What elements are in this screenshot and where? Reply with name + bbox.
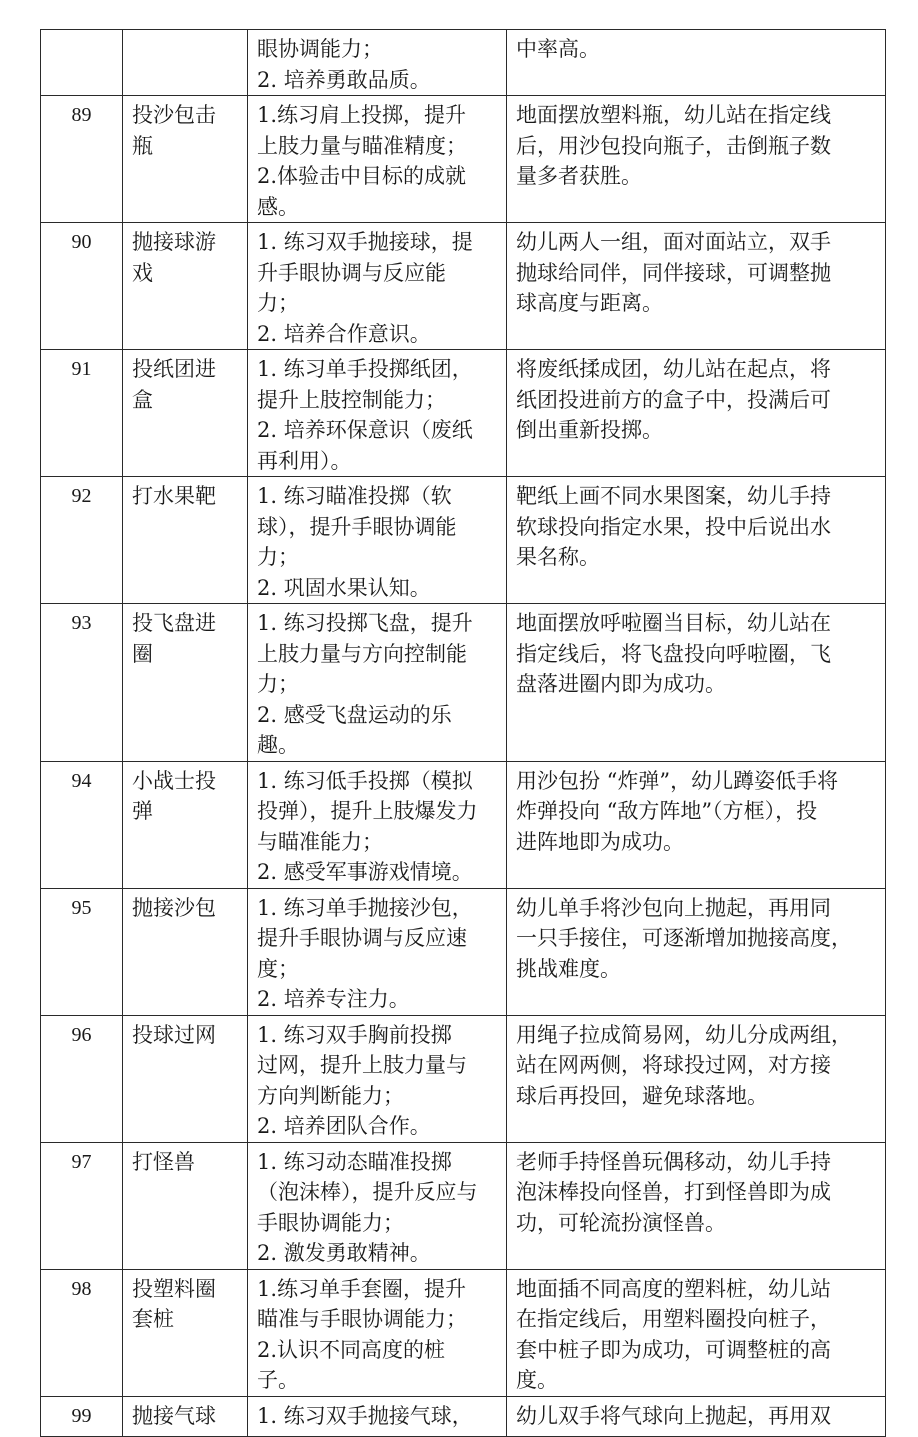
activity-name-cell xyxy=(123,477,248,604)
activity-name-cell xyxy=(123,1396,248,1436)
row-number: 95 xyxy=(41,888,123,1015)
table-row xyxy=(41,1269,886,1396)
activity-goals-cell xyxy=(248,888,507,1015)
text-line: 上肢力量与瞄准精度； xyxy=(257,133,467,158)
text-line: 指定线后，将飞盘投向呼啦圈，飞 xyxy=(516,641,831,666)
text-line: 2. 培养团队合作。 xyxy=(257,1114,431,1138)
text-line: 过网，提升上肢力量与 xyxy=(257,1053,467,1077)
text-line: 2.认识不同高度的桩 xyxy=(257,1337,446,1362)
activity-method-cell xyxy=(507,1142,886,1269)
text-line: 与瞄准能力； xyxy=(257,829,383,854)
activity-method-cell xyxy=(507,1015,886,1142)
text-line: 投沙包击 xyxy=(132,103,216,127)
activity-goals-cell xyxy=(248,223,507,350)
activity-goals-cell xyxy=(248,1269,507,1396)
row-number: 92 xyxy=(41,477,123,604)
text-line: 用沙包扮 “炸弹”，幼儿蹲姿低手将 xyxy=(516,768,839,793)
text-line: 幼儿双手将气球向上抛起，再用双 xyxy=(516,1403,831,1428)
text-line: 度； xyxy=(257,956,299,981)
activity-goals-cell xyxy=(248,604,507,762)
text-line: 投球过网 xyxy=(132,1022,216,1047)
text-line: 1. 练习投掷飞盘，提升 xyxy=(257,611,473,635)
text-line: 1. 练习双手抛接球，提 xyxy=(257,230,473,254)
table-row xyxy=(41,223,886,350)
table-row xyxy=(41,1142,886,1269)
activity-goals-cell xyxy=(248,96,507,223)
text-line: 投塑料圈 xyxy=(132,1276,216,1301)
activity-goals-cell xyxy=(248,1396,507,1436)
row-number: 97 xyxy=(41,1142,123,1269)
activity-goals-cell xyxy=(248,30,507,96)
table-row xyxy=(41,30,886,96)
text-line: 投纸团进 xyxy=(132,357,216,381)
activity-goals-cell xyxy=(248,1142,507,1269)
activity-name-cell xyxy=(123,888,248,1015)
text-line: 站在网两侧，将球投过网，对方接 xyxy=(516,1053,831,1077)
text-line: 果名称。 xyxy=(516,545,600,569)
text-line: 套中桩子即为成功，可调整桩的高 xyxy=(516,1337,831,1362)
row-number: 93 xyxy=(41,604,123,762)
text-line: 2. 培养环保意识（废纸 xyxy=(257,418,473,442)
text-line: 趣。 xyxy=(257,733,299,757)
activity-name-cell xyxy=(123,1015,248,1142)
text-line: 挑战难度。 xyxy=(516,956,621,981)
text-line: 抛接气球 xyxy=(132,1403,216,1428)
text-line: 瓶 xyxy=(132,133,153,158)
text-line: 手眼协调能力； xyxy=(257,1210,404,1235)
text-line: 1.练习单手套圈，提升 xyxy=(257,1276,467,1301)
text-line: 力； xyxy=(257,545,299,569)
text-line: （泡沫棒），提升反应与 xyxy=(257,1180,478,1204)
text-line: 地面摆放呼啦圈当目标，幼儿站在 xyxy=(516,611,831,635)
table-row xyxy=(41,350,886,477)
text-line: 子。 xyxy=(257,1368,299,1392)
text-line: 1.练习肩上投掷，提升 xyxy=(257,103,467,127)
text-line: 2. 培养专注力。 xyxy=(257,987,410,1011)
text-line: 老师手持怪兽玩偶移动，幼儿手持 xyxy=(516,1149,831,1174)
text-line: 度。 xyxy=(516,1368,558,1392)
activity-method-cell xyxy=(507,477,886,604)
text-line: 球高度与距离。 xyxy=(516,291,663,315)
text-line: 地面摆放塑料瓶，幼儿站在指定线 xyxy=(516,103,831,127)
text-line: 打水果靶 xyxy=(132,484,216,508)
text-line: 1. 练习双手抛接气球， xyxy=(257,1403,473,1428)
text-line: 地面插不同高度的塑料桩，幼儿站 xyxy=(516,1276,831,1301)
text-line: 一只手接住，可逐渐增加抛接高度， xyxy=(516,926,852,950)
row-number: 98 xyxy=(41,1269,123,1396)
text-line: 进阵地即为成功。 xyxy=(516,829,684,854)
table-row xyxy=(41,604,886,762)
text-line: 纸团投进前方的盒子中，投满后可 xyxy=(516,387,831,412)
text-line: 圈 xyxy=(132,641,153,666)
text-line: 1. 练习双手胸前投掷 xyxy=(257,1022,452,1047)
text-line: 升手眼协调与反应能 xyxy=(257,260,446,285)
table-body xyxy=(41,30,886,1437)
table-row xyxy=(41,761,886,888)
text-line: 靶纸上画不同水果图案，幼儿手持 xyxy=(516,484,831,508)
text-line: 2. 培养合作意识。 xyxy=(257,321,431,346)
text-line: 眼协调能力； xyxy=(257,37,383,61)
activity-method-cell xyxy=(507,1269,886,1396)
row-number: 89 xyxy=(41,96,123,223)
text-line: 投弹），提升上肢爆发力 xyxy=(257,799,478,823)
text-line: 投飞盘进 xyxy=(132,611,216,635)
activity-method-cell xyxy=(507,223,886,350)
activity-name-cell xyxy=(123,96,248,223)
text-line: 后，用沙包投向瓶子，击倒瓶子数 xyxy=(516,133,831,158)
text-line: 幼儿单手将沙包向上抛起，再用同 xyxy=(516,895,831,920)
text-line: 戏 xyxy=(132,260,153,285)
text-line: 打怪兽 xyxy=(132,1149,195,1174)
text-line: 1. 练习单手抛接沙包， xyxy=(257,895,473,920)
text-line: 球后再投回，避免球落地。 xyxy=(516,1083,768,1108)
text-line: 套桩 xyxy=(132,1307,174,1331)
activity-goals-cell xyxy=(248,1015,507,1142)
text-line: 上肢力量与方向控制能 xyxy=(257,641,467,666)
text-line: 2. 巩固水果认知。 xyxy=(257,575,431,600)
text-line: 抛接沙包 xyxy=(132,895,216,920)
text-line: 2.体验击中目标的成就 xyxy=(257,164,467,188)
activity-method-cell xyxy=(507,30,886,96)
text-line: 瞄准与手眼协调能力； xyxy=(257,1307,467,1331)
activity-name-cell xyxy=(123,223,248,350)
text-line: 感。 xyxy=(257,194,299,219)
table-row xyxy=(41,1396,886,1436)
text-line: 用绳子拉成简易网，幼儿分成两组， xyxy=(516,1022,852,1047)
text-line: 弹 xyxy=(132,799,153,823)
text-line: 量多者获胜。 xyxy=(516,164,642,188)
text-line: 提升手眼协调与反应速 xyxy=(257,926,467,950)
text-line: 泡沫棒投向怪兽，打到怪兽即为成 xyxy=(516,1180,831,1204)
text-line: 炸弹投向 “敌方阵地”（方框），投 xyxy=(516,799,818,823)
activity-name-cell xyxy=(123,350,248,477)
text-line: 再利用）。 xyxy=(257,448,352,473)
text-line: 1. 练习瞄准投掷（软 xyxy=(257,484,452,508)
activity-method-cell xyxy=(507,96,886,223)
text-line: 软球投向指定水果，投中后说出水 xyxy=(516,514,831,539)
text-line: 力； xyxy=(257,672,299,696)
text-line: 盘落进圈内即为成功。 xyxy=(516,672,726,696)
text-line: 将废纸揉成团，幼儿站在起点，将 xyxy=(516,357,831,381)
activity-method-cell xyxy=(507,761,886,888)
row-number: 99 xyxy=(41,1396,123,1436)
activity-goals-cell xyxy=(248,477,507,604)
table-row xyxy=(41,96,886,223)
text-line: 小战士投 xyxy=(132,768,216,793)
table-row xyxy=(41,888,886,1015)
text-line: 力； xyxy=(257,291,299,315)
activity-goals-cell xyxy=(248,761,507,888)
activity-name-cell xyxy=(123,761,248,888)
activity-method-cell xyxy=(507,604,886,762)
activity-method-cell xyxy=(507,888,886,1015)
row-number: 96 xyxy=(41,1015,123,1142)
activity-name-cell xyxy=(123,30,248,96)
text-line: 盒 xyxy=(132,387,153,412)
text-line: 在指定线后，用塑料圈投向桩子， xyxy=(516,1307,831,1331)
activity-goals-cell xyxy=(248,350,507,477)
text-line: 倒出重新投掷。 xyxy=(516,418,663,442)
text-line: 1. 练习低手投掷（模拟 xyxy=(257,768,473,793)
text-line: 抛球给同伴，同伴接球，可调整抛 xyxy=(516,260,831,285)
text-line: 幼儿两人一组，面对面站立，双手 xyxy=(516,230,831,254)
text-line: 2. 培养勇敢品质。 xyxy=(257,67,431,92)
text-line: 1. 练习动态瞄准投掷 xyxy=(257,1149,452,1174)
text-line: 1. 练习单手投掷纸团， xyxy=(257,357,473,381)
table-row xyxy=(41,477,886,604)
activity-name-cell xyxy=(123,604,248,762)
text-line: 球），提升手眼协调能 xyxy=(257,514,457,539)
table-row xyxy=(41,1015,886,1142)
text-line: 2. 感受军事游戏情境。 xyxy=(257,860,473,884)
activity-table xyxy=(40,29,886,1437)
text-line: 2. 感受飞盘运动的乐 xyxy=(257,702,452,727)
text-line: 中率高。 xyxy=(516,37,600,61)
text-line: 2. 激发勇敢精神。 xyxy=(257,1241,431,1265)
text-line: 方向判断能力； xyxy=(257,1083,404,1108)
row-number xyxy=(41,30,123,96)
row-number: 91 xyxy=(41,350,123,477)
row-number: 90 xyxy=(41,223,123,350)
activity-name-cell xyxy=(123,1142,248,1269)
activity-name-cell xyxy=(123,1269,248,1396)
activity-method-cell xyxy=(507,1396,886,1436)
activity-method-cell xyxy=(507,350,886,477)
text-line: 抛接球游 xyxy=(132,230,216,254)
text-line: 功，可轮流扮演怪兽。 xyxy=(516,1210,726,1235)
row-number: 94 xyxy=(41,761,123,888)
text-line: 提升上肢控制能力； xyxy=(257,387,446,412)
